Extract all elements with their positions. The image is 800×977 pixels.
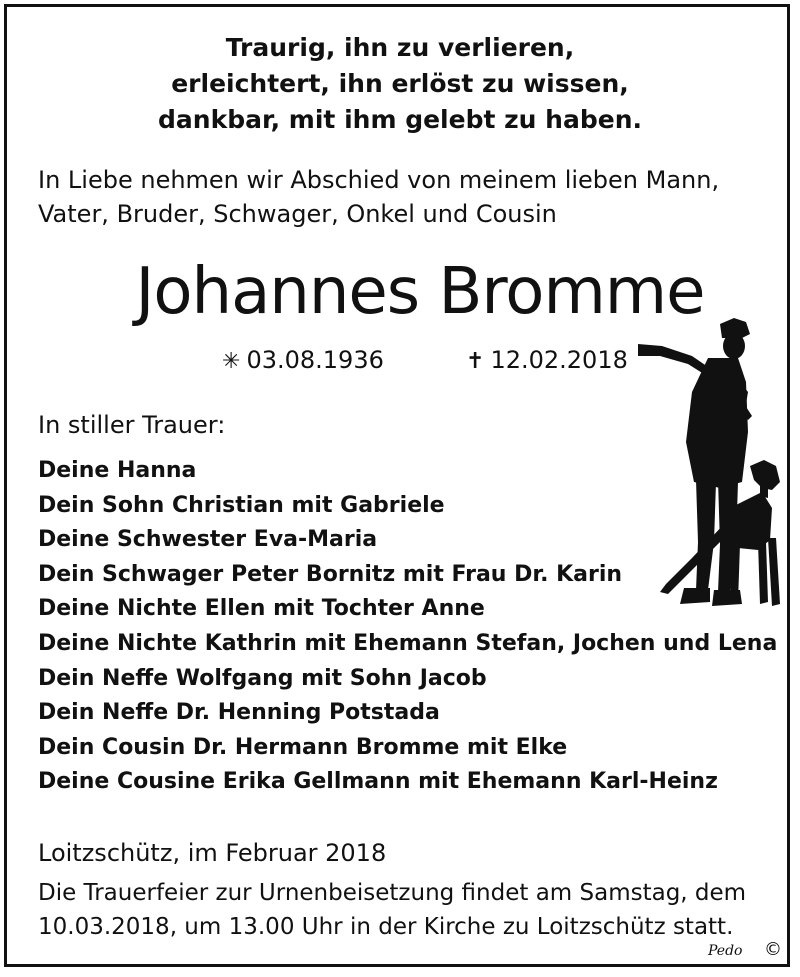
death-cross-icon: ✝	[466, 349, 485, 374]
motto	[0, 30, 800, 138]
mourner: Deine Hanna	[38, 458, 197, 483]
ceremony-line: Die Trauerfeier zur Urnenbeisetzung findet am Samstag, dem	[38, 880, 747, 906]
motto-line: Traurig, ihn zu verlieren,	[225, 33, 575, 62]
mourner: Dein Sohn Christian mit Gabriele	[38, 492, 445, 518]
birth-date-value: 03.08.1936	[246, 346, 384, 374]
motto-line: dankbar, mit ihm gelebt zu haben.	[158, 105, 642, 134]
mourner: Dein Neffe Wolfgang mit Sohn Jacob	[38, 665, 487, 691]
mourner: Dein Neffe Dr. Henning Potstada	[38, 700, 440, 726]
place-date: Loitzschütz, im Februar 2018	[38, 839, 387, 867]
birth-date	[222, 344, 384, 378]
mourner: Deine Schwester Eva-Maria	[38, 527, 378, 553]
intro-line: In Liebe nehmen wir Abschied von meinem lieben Mann,	[38, 166, 720, 194]
ceremony-info	[38, 876, 746, 944]
intro-line: Vater, Bruder, Schwager, Onkel und Cousin	[38, 200, 557, 228]
mourner: Deine Cousine Erika Gellmann mit Ehemann Karl-Heinz	[38, 769, 718, 795]
mourner: Dein Cousin Dr. Hermann Bromme mit Elke	[38, 734, 568, 760]
mourner: Dein Schwager Peter Bornitz mit Frau Dr. Karin	[38, 561, 623, 587]
birth-star-icon: ✳	[222, 349, 241, 374]
motto-line: erleichtert, ihn erlöst zu wissen,	[171, 69, 629, 98]
copyright-icon: ©	[764, 939, 782, 960]
mourner: Deine Nichte Kathrin mit Ehemann Stefan, Jochen und Lena	[38, 630, 778, 656]
hunter-with-dog-icon	[622, 312, 792, 622]
intro-text	[38, 163, 719, 231]
artist-signature: Pedo	[708, 943, 743, 959]
death-date	[466, 344, 628, 378]
mourner: Deine Nichte Ellen mit Tochter Anne	[38, 596, 485, 622]
death-date-value: 12.02.2018	[490, 346, 628, 374]
mourning-label: In stiller Trauer:	[38, 411, 226, 439]
ceremony-line: 10.03.2018, um 13.00 Uhr in der Kirche zu Loitzschütz statt.	[38, 914, 734, 940]
deceased-name: Johannes Bromme	[135, 255, 705, 329]
